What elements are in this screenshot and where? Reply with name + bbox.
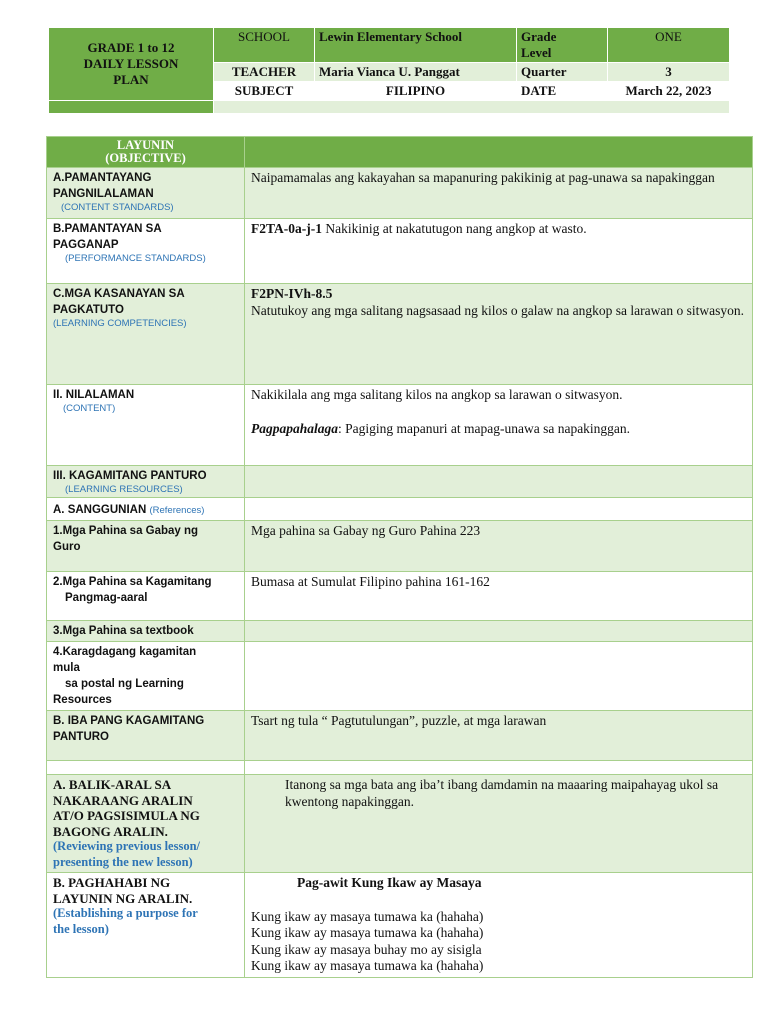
school-label: SCHOOL <box>214 28 315 63</box>
grade-label <box>517 28 608 63</box>
textbook-label: 3.Mga Pahina sa textbook <box>47 621 245 642</box>
performance-code: F2TA-0a-j-1 <box>251 221 322 236</box>
textbook-value <box>245 621 753 642</box>
objective-header-line2: (OBJECTIVE) <box>105 151 186 165</box>
content-label: II. NILALAMAN (CONTENT) <box>47 385 245 466</box>
plan-title <box>49 28 214 101</box>
quarter-value: 3 <box>608 63 730 82</box>
song-line: Kung ikaw ay masaya tumawa ka (hahaha) <box>251 958 484 973</box>
review-label: A. BALIK-ARAL SA NAKARAANG ARALIN AT/O PAGSISIMULA NG BAGONG ARALIN. (Reviewing previous lesson/ presenting the new lesson) <box>47 775 245 873</box>
song-line: Kung ikaw ay masaya tumawa ka (hahaha) <box>251 925 484 940</box>
plan-title-line1: GRADE 1 to 12 <box>87 40 175 55</box>
values-integration <box>251 421 746 438</box>
quarter-label: Quarter <box>517 63 608 82</box>
learning-competencies-value <box>245 284 753 385</box>
spacer-row-right <box>245 761 753 775</box>
performance-text: Nakikinig at nakatutugon nang angkop at wasto. <box>321 221 587 236</box>
learner-materials-value: Bumasa at Sumulat Filipino pahina 161-162 <box>245 572 753 621</box>
competency-code: F2PN-IVh-8.5 <box>251 286 333 301</box>
song-title: Pag-awit Kung Ikaw ay Masaya <box>297 875 482 890</box>
grade-label-line2: Level <box>521 45 552 60</box>
song-line: Kung ikaw ay masaya tumawa ka (hahaha) <box>251 908 484 924</box>
plan-title-line2: DAILY LESSON <box>83 56 179 71</box>
values-text: : Pagiging mapanuri at mapag-unawa sa napakinggan. <box>338 420 631 436</box>
teacher-guide-value: Mga pahina sa Gabay ng Guro Pahina 223 <box>245 521 753 572</box>
teacher-label: TEACHER <box>214 63 315 82</box>
objective-header-line1: LAYUNIN <box>116 138 175 152</box>
purpose-label: B. PAGHAHABI NG LAYUNIN NG ARALIN. (Establishing a purpose for the lesson) <box>47 873 245 978</box>
subject-value: FILIPINO <box>315 82 517 101</box>
values-label: Pagpapahalaga <box>251 420 339 436</box>
objective-header <box>47 137 245 168</box>
other-materials-label: B. IBA PANG KAGAMITANG PANTURO <box>47 711 245 761</box>
references-value <box>245 498 753 521</box>
plan-title-line3: PLAN <box>113 72 149 87</box>
performance-standards-label: B.PAMANTAYAN SA PAGGANAP (PERFORMANCE STANDARDS) <box>47 219 245 284</box>
school-value: Lewin Elementary School <box>315 28 517 63</box>
objective-header-fill <box>245 137 753 168</box>
subject-label: SUBJECT <box>214 82 315 101</box>
song-line: Kung ikaw ay masaya buhay mo ay sisigla <box>251 941 482 957</box>
header-light-spacer <box>214 101 730 114</box>
learning-resources-value <box>245 466 753 498</box>
spacer-row-left <box>47 761 245 775</box>
content-value <box>245 385 753 466</box>
additional-materials-value <box>245 642 753 711</box>
purpose-value <box>245 873 753 978</box>
learner-materials-label: 2.Mga Pahina sa Kagamitang Pangmag-aaral <box>47 572 245 621</box>
grade-label-line1: Grade <box>521 29 557 44</box>
lesson-table <box>46 136 753 978</box>
learning-competencies-label: C.MGA KASANAYAN SA PAGKATUTO (LEARNING COMPETENCIES) <box>47 284 245 385</box>
other-materials-value: Tsart ng tula “ Pagtutulungan”, puzzle, at mga larawan <box>245 711 753 761</box>
header-table <box>48 27 730 114</box>
references-label: A. SANGGUNIAN (References) <box>47 498 245 521</box>
competency-text: Natutukoy ang mga salitang nagsasaad ng kilos o galaw na angkop sa larawan o sitwasyon. <box>251 302 745 318</box>
content-text: Nakikilala ang mga salitang kilos na angkop sa larawan o sitwasyon. <box>251 387 623 402</box>
additional-materials-label: 4.Karagdagang kagamitan mula sa postal ng Learning Resources <box>47 642 245 711</box>
content-standards-value: Naipamamalas ang kakayahan sa mapanuring pakikinig at pag-unawa sa napakinggan <box>245 168 753 219</box>
learning-resources-label: III. KAGAMITANG PANTURO (LEARNING RESOURCES) <box>47 466 245 498</box>
header-green-spacer <box>49 101 214 114</box>
grade-value: ONE <box>608 28 730 63</box>
content-standards-label: A.PAMANTAYANG PANGNILALAMAN (CONTENT STANDARDS) <box>47 168 245 219</box>
date-label: DATE <box>517 82 608 101</box>
teacher-value: Maria Vianca U. Panggat <box>315 63 517 82</box>
performance-standards-value <box>245 219 753 284</box>
date-value: March 22, 2023 <box>608 82 730 101</box>
teacher-guide-label: 1.Mga Pahina sa Gabay ng Guro <box>47 521 245 572</box>
review-value: Itanong sa mga bata ang iba’t ibang damdamin na maaaring maipahayag ukol sa kwentong napakinggan. <box>245 775 753 873</box>
